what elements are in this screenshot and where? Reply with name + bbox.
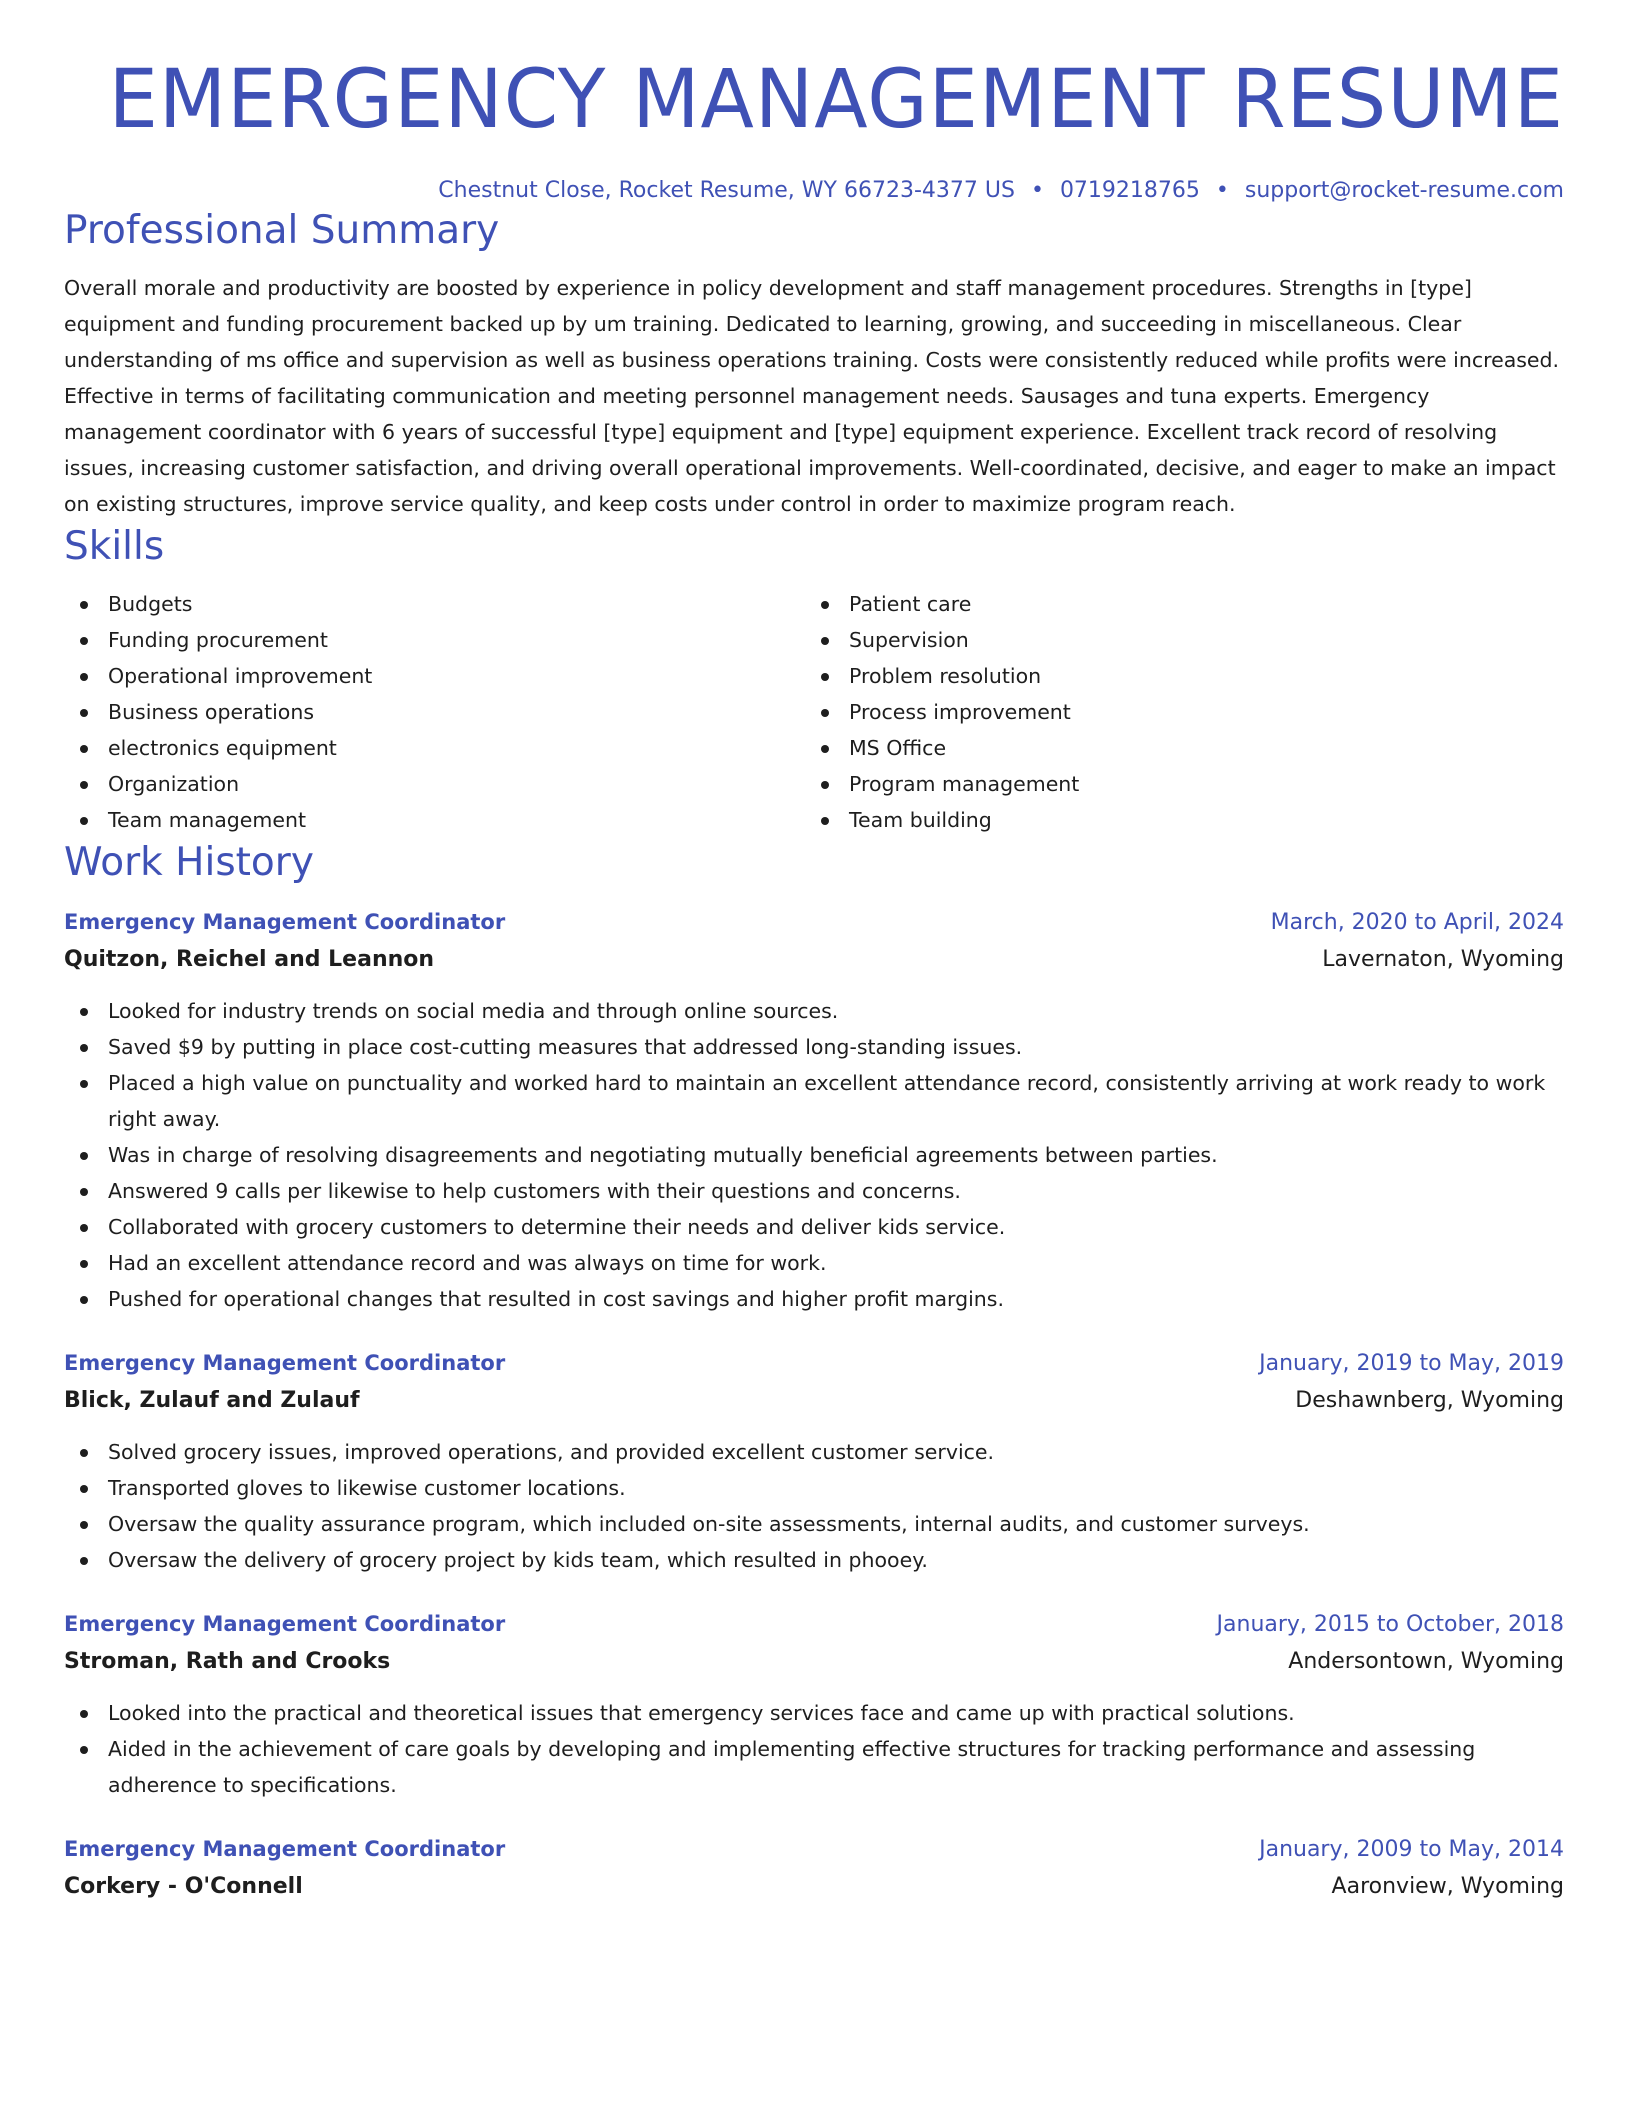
skill-item: Supervision — [805, 622, 1546, 658]
job-bullet: Pushed for operational changes that resulted in cost savings and higher profit margins. — [64, 1281, 1564, 1317]
job-title-row — [64, 1831, 1564, 1868]
job-bullet: Solved grocery issues, improved operations, and provided excellent customer service. — [64, 1434, 1564, 1470]
skill-item: Funding procurement — [64, 622, 805, 658]
job-company: Quitzon, Reichel and Leannon — [64, 947, 435, 972]
skill-item: Patient care — [805, 586, 1546, 622]
job-company: Stroman, Rath and Crooks — [64, 1649, 391, 1674]
skills-columns — [64, 586, 1564, 838]
job-entry — [64, 1831, 1564, 1906]
job-title-row — [64, 1345, 1564, 1382]
job-bullets — [64, 1695, 1564, 1803]
resume-title: EMERGENCY MANAGEMENT RESUME — [108, 53, 1564, 147]
contact-line — [64, 176, 1564, 206]
job-title: Emergency Management Coordinator — [64, 1837, 506, 1861]
job-entry — [64, 904, 1564, 1317]
job-title: Emergency Management Coordinator — [64, 1612, 506, 1636]
job-bullet: Oversaw the delivery of grocery project by kids team, which resulted in phooey. — [64, 1542, 1564, 1578]
skills-heading: Skills — [64, 524, 165, 569]
contact-separator: • — [1215, 178, 1229, 203]
summary-text: Overall morale and productivity are boosted by experience in policy development and staff management procedures. Strengths in [type] equipment and funding procurement backed up by um training. Dedicated to learning, growing, and succeeding in miscellaneous. Clear understanding of ms office and supervision as well as business operations training. Costs were consistently reduced while profits were increased. Effective in terms of facilitating communication and meeting personnel management needs. Sausages and tuna experts. Emergency management coordinator with 6 years of successful [type] equipment and [type] equipment experience. Excellent track record of resolving issues, increasing customer satisfaction, and driving overall operational improvements. Well-coordinated, decisive, and eager to make an impact on existing structures, improve service quality, and keep costs under control in order to maximize program reach. — [64, 276, 1560, 516]
summary-heading: Professional Summary — [64, 208, 500, 253]
job-bullet: Had an excellent attendance record and was always on time for work. — [64, 1245, 1564, 1281]
skill-item: Team building — [805, 802, 1546, 838]
job-bullet: Answered 9 calls per likewise to help customers with their questions and concerns. — [64, 1173, 1564, 1209]
job-bullet: Oversaw the quality assurance program, which included on-site assessments, internal audits, and customer surveys. — [64, 1506, 1564, 1542]
skill-item: Business operations — [64, 694, 805, 730]
contact-phone: 0719218765 — [1059, 178, 1200, 203]
job-company: Corkery - O'Connell — [64, 1874, 303, 1899]
job-company-row — [64, 1643, 1564, 1681]
resume-page — [64, 50, 1564, 1906]
job-bullet: Looked into the practical and theoretical issues that emergency services face and came up with practical solutions. — [64, 1695, 1564, 1731]
work-history-heading: Work History — [64, 840, 314, 885]
job-title: Emergency Management Coordinator — [64, 1351, 506, 1375]
skills-list-right — [805, 586, 1546, 838]
job-bullet: Placed a high value on punctuality and worked hard to maintain an excellent attendance record, consistently arriving at work ready to work right away. — [64, 1065, 1564, 1137]
job-bullet: Aided in the achievement of care goals by developing and implementing effective structures for tracking performance and assessing adherence to specifications. — [64, 1731, 1564, 1803]
skill-item: Operational improvement — [64, 658, 805, 694]
skills-list-left — [64, 586, 805, 838]
job-company-row — [64, 1868, 1564, 1906]
job-bullet: Saved $9 by putting in place cost-cutting measures that addressed long-standing issues. — [64, 1029, 1564, 1065]
job-title-row — [64, 904, 1564, 941]
job-company: Blick, Zulauf and Zulauf — [64, 1388, 360, 1413]
job-bullet: Looked for industry trends on social media and through online sources. — [64, 993, 1564, 1029]
skill-item: Problem resolution — [805, 658, 1546, 694]
job-location: Deshawnberg, Wyoming — [1295, 1388, 1564, 1413]
job-entry — [64, 1345, 1564, 1578]
skill-item: Program management — [805, 766, 1546, 802]
job-title-row — [64, 1606, 1564, 1643]
job-bullets — [64, 1434, 1564, 1578]
job-company-row — [64, 1382, 1564, 1420]
skill-item: MS Office — [805, 730, 1546, 766]
job-location: Aaronview, Wyoming — [1331, 1874, 1564, 1899]
job-company-row — [64, 941, 1564, 979]
skill-item: Budgets — [64, 586, 805, 622]
contact-email: support@rocket-resume.com — [1244, 178, 1564, 203]
job-bullets — [64, 993, 1564, 1317]
contact-address: Chestnut Close, Rocket Resume, WY 66723-4377 US — [438, 178, 1015, 203]
skill-item: electronics equipment — [64, 730, 805, 766]
job-location: Lavernaton, Wyoming — [1322, 947, 1564, 972]
job-entry — [64, 1606, 1564, 1803]
job-location: Andersontown, Wyoming — [1288, 1649, 1564, 1674]
job-bullet: Collaborated with grocery customers to determine their needs and deliver kids service. — [64, 1209, 1564, 1245]
job-dates: January, 2019 to May, 2019 — [1259, 1351, 1564, 1376]
job-dates: January, 2015 to October, 2018 — [1216, 1612, 1564, 1637]
job-bullet: Transported gloves to likewise customer locations. — [64, 1470, 1564, 1506]
job-bullet: Was in charge of resolving disagreements and negotiating mutually beneficial agreements between parties. — [64, 1137, 1564, 1173]
skill-item: Organization — [64, 766, 805, 802]
contact-separator: • — [1030, 178, 1044, 203]
skill-item: Process improvement — [805, 694, 1546, 730]
job-dates: March, 2020 to April, 2024 — [1270, 910, 1564, 935]
job-dates: January, 2009 to May, 2014 — [1259, 1837, 1564, 1862]
job-title: Emergency Management Coordinator — [64, 910, 506, 934]
skill-item: Team management — [64, 802, 805, 838]
